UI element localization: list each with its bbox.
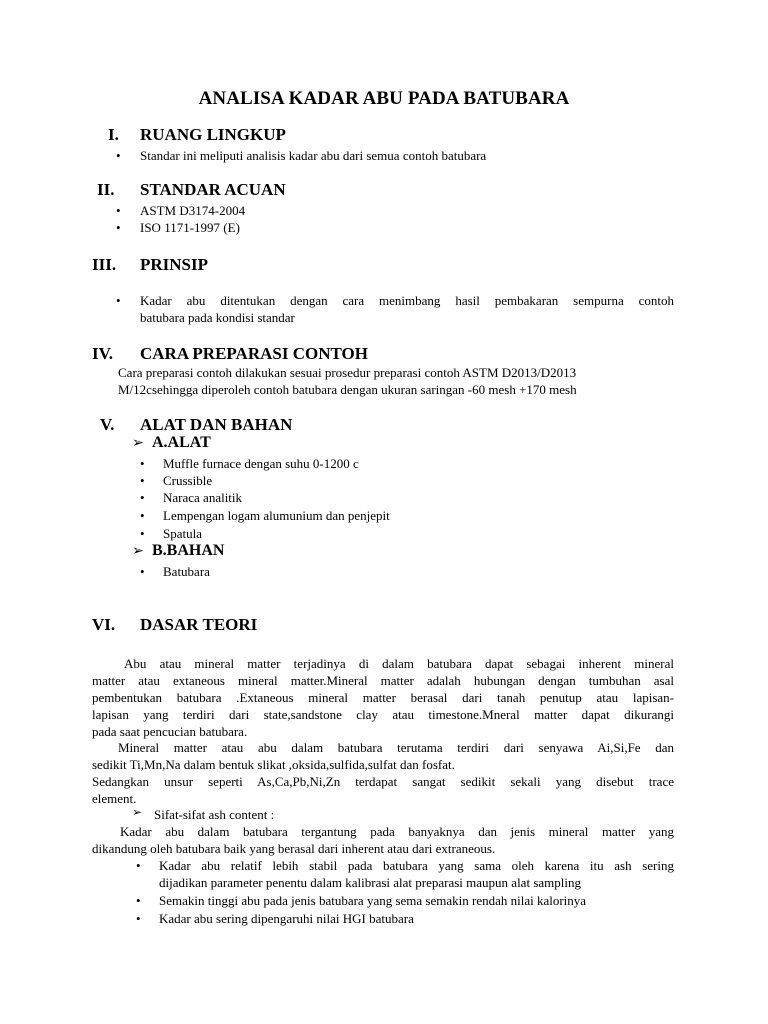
bullet-icon: • (140, 473, 145, 488)
section-4-text-line: Cara preparasi contoh dilakukan sesuai prosedur preparasi contoh ASTM D2013/D2013 (118, 365, 577, 380)
section-3-title: PRINSIP (140, 255, 209, 274)
alat-item: Lempengan logam alumunium dan penjepit (163, 508, 390, 523)
bahan-item: Batubara (163, 564, 210, 579)
arrow-bullet-icon: ➢ (132, 544, 144, 559)
section-5-number: V. (100, 415, 115, 434)
bullet-icon: • (140, 456, 145, 471)
section-2-title: STANDAR ACUAN (140, 180, 286, 199)
section-6-number: VI. (92, 615, 116, 634)
theory-paragraph-line: pembentukan batubara .Extaneous mineral matter berasal dari tanah penutup atau lapisan- (92, 690, 674, 705)
theory-paragraph-line: Sedangkan unsur seperti As,Ca,Pb,Ni,Zn terdapat sangat sedikit sekali yang disebut trace (92, 774, 674, 789)
subsection-bahan-title: B.BAHAN (152, 542, 225, 559)
section-5-title: ALAT DAN BAHAN (140, 415, 293, 434)
document-title: ANALISA KADAR ABU PADA BATUBARA (198, 88, 570, 109)
theory-paragraph-line: lapisan yang terdiri dari state,sandstone clay atau timestone.Mneral matter dapat dikurangi (92, 707, 674, 722)
alat-item: Crussible (163, 473, 213, 488)
section-3-text-line: Kadar abu ditentukan dengan cara menimbang hasil pembakaran sempurna contoh (140, 293, 674, 308)
bullet-icon: • (140, 490, 145, 505)
theory-paragraph-line: dikandung oleh batubara baik yang berasal dari inherent atau dari extraneous. (92, 841, 496, 856)
section-1-number: I. (108, 125, 119, 144)
sifat-bullet-line: Semakin tinggi abu pada jenis batubara yang sema semakin rendah nilai kalorinya (159, 893, 587, 908)
bullet-icon: • (116, 203, 121, 218)
section-4-number: IV. (92, 344, 113, 363)
theory-paragraph-line: Abu atau mineral matter terjadinya di dalam batubara dapat sebagai inherent mineral (124, 656, 674, 671)
theory-paragraph-line: Mineral matter atau abu dalam batubara terutama terdiri dari senyawa Ai,Si,Fe dan (118, 740, 674, 755)
bullet-icon: • (136, 858, 141, 873)
theory-paragraph-line: pada saat pencucian batubara. (92, 724, 248, 739)
bullet-icon: • (140, 564, 145, 579)
arrow-bullet-icon: ➢ (132, 805, 143, 819)
bullet-icon: • (116, 293, 121, 308)
sifat-bullet-line: Kadar abu sering dipengaruhi nilai HGI batubara (159, 911, 414, 926)
alat-item: Spatula (163, 526, 202, 541)
theory-paragraph-line: element. (92, 791, 137, 806)
theory-paragraph-line: matter atau extaneous mineral matter.Mineral matter adalah hubungan dengan tumbuhan asal (92, 673, 674, 688)
bullet-icon: • (116, 220, 121, 235)
sifat-bullet-line: Kadar abu relatif lebih stabil pada batubara yang sama oleh karena itu ash sering (159, 858, 674, 873)
bullet-icon: • (116, 148, 121, 163)
section-3-text-line: batubara pada kondisi standar (140, 310, 295, 325)
sifat-bullet-line: dijadikan parameter penentu dalam kalibrasi alat preparasi maupun alat sampling (159, 875, 581, 890)
section-4-title: CARA PREPARASI CONTOH (140, 344, 368, 363)
section-4-text-line: M/12csehingga diperoleh contoh batubara dengan ukuran saringan -60 mesh +170 mesh (118, 382, 577, 397)
alat-item: Naraca analitik (163, 490, 243, 505)
sifat-heading: Sifat-sifat ash content : (154, 807, 275, 822)
section-3-number: III. (92, 255, 117, 274)
bullet-icon: • (136, 893, 141, 908)
section-6-title: DASAR TEORI (140, 615, 258, 634)
theory-paragraph-line: Kadar abu dalam batubara tergantung pada banyaknya dan jenis mineral matter yang (120, 824, 674, 839)
alat-item: Muffle furnace dengan suhu 0-1200 c (163, 456, 359, 471)
section-2-number: II. (97, 180, 115, 199)
bullet-icon: • (140, 526, 145, 541)
theory-paragraph-line: sedikit Ti,Mn,Na dalam bentuk slikat ,oksida,sulfida,sulfat dan fosfat. (92, 757, 455, 772)
section-2-item: ISO 1171-1997 (E) (140, 220, 240, 235)
arrow-bullet-icon: ➢ (132, 436, 144, 451)
section-1-item: Standar ini meliputi analisis kadar abu dari semua contoh batubara (140, 148, 487, 163)
bullet-icon: • (136, 911, 141, 926)
section-1-title: RUANG LINGKUP (140, 125, 286, 144)
section-2-item: ASTM D3174-2004 (140, 203, 246, 218)
bullet-icon: • (140, 508, 145, 523)
subsection-alat-title: A.ALAT (152, 434, 211, 451)
